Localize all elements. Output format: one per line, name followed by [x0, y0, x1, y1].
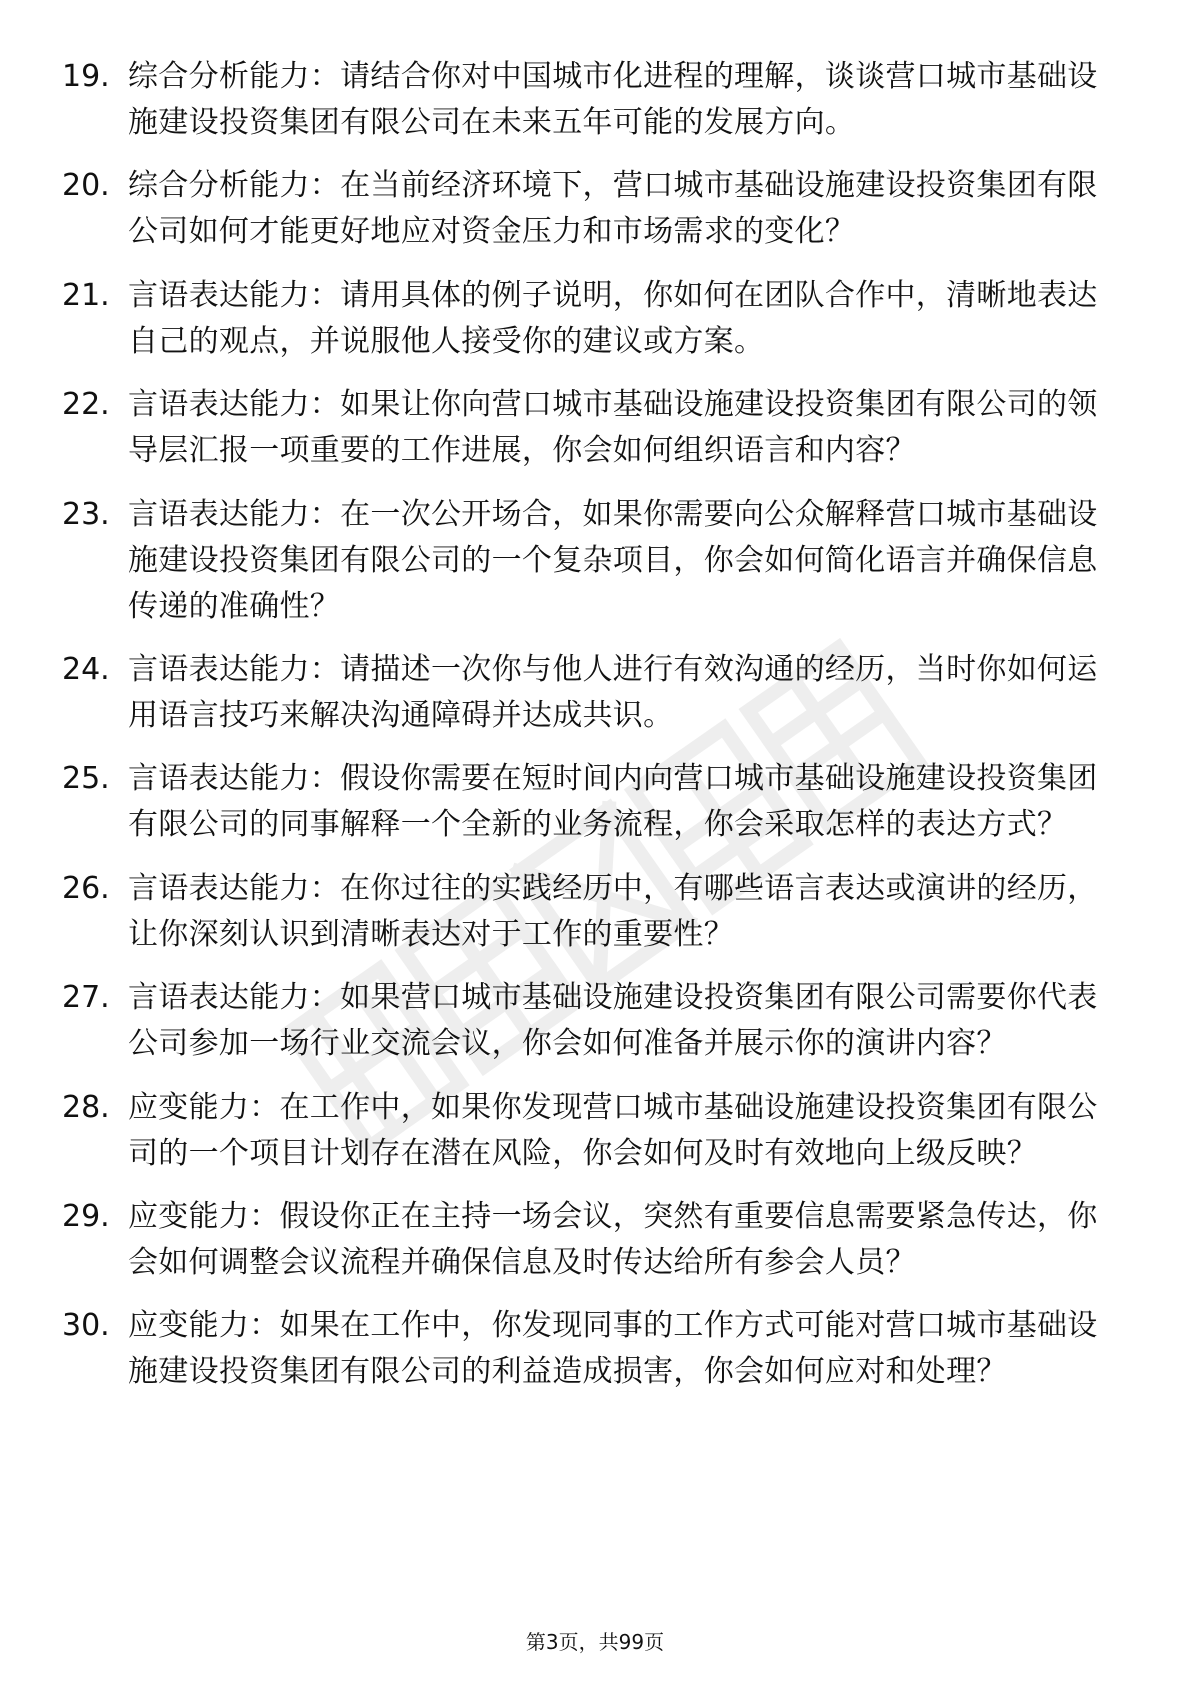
list-item	[62, 273, 1112, 365]
list-item	[62, 1085, 1112, 1177]
list-item	[62, 647, 1112, 739]
question-number: 26.	[62, 870, 110, 906]
question-number: 22.	[62, 387, 110, 423]
question-number: 21.	[62, 277, 110, 313]
question-text: 综合分析能力：请结合你对中国城市化进程的理解，谈谈营口城市基础设施建设投资集团有限公司在未来五年可能的发展方向。	[128, 59, 1098, 140]
list-item	[62, 1194, 1112, 1286]
list-item	[62, 866, 1112, 958]
list-item	[62, 492, 1112, 630]
question-text: 应变能力：在工作中，如果你发现营口城市基础设施建设投资集团有限公司的一个项目计划存在潜在风险，你会如何及时有效地向上级反映？	[128, 1089, 1098, 1171]
question-text: 言语表达能力：假设你需要在短时间内向营口城市基础设施建设投资集团有限公司的同事解释一个全新的业务流程，你会采取怎样的表达方式？	[128, 761, 1098, 843]
question-text: 综合分析能力：在当前经济环境下，营口城市基础设施建设投资集团有限公司如何才能更好地应对资金压力和市场需求的变化？	[128, 168, 1098, 250]
question-number: 24.	[62, 651, 110, 687]
question-text: 言语表达能力：在一次公开场合，如果你需要向公众解释营口城市基础设施建设投资集团有限公司的一个复杂项目，你会如何简化语言并确保信息传递的准确性？	[128, 496, 1098, 624]
list-item	[62, 382, 1112, 474]
question-text: 言语表达能力：在你过往的实践经历中，有哪些语言表达或演讲的经历，让你深刻认识到清晰表达对于工作的重要性？	[128, 870, 1098, 952]
question-number: 20.	[62, 168, 110, 204]
list-item	[62, 163, 1112, 255]
question-number: 27.	[62, 980, 110, 1016]
question-text: 言语表达能力：请用具体的例子说明，你如何在团队合作中，清晰地表达自己的观点，并说服他人接受你的建议或方案。	[128, 277, 1098, 359]
list-item	[62, 756, 1112, 848]
page-number-footer: 第3页，共99页	[525, 1630, 665, 1654]
question-text: 言语表达能力：如果营口城市基础设施建设投资集团有限公司需要你代表公司参加一场行业交流会议，你会如何准备并展示你的演讲内容？	[128, 980, 1098, 1062]
question-number: 30.	[62, 1308, 110, 1344]
question-list	[62, 54, 1112, 1395]
question-number: 29.	[62, 1198, 110, 1234]
question-list-container	[62, 54, 1112, 1413]
list-item	[62, 975, 1112, 1067]
list-item	[62, 54, 1112, 146]
question-text: 应变能力：假设你正在主持一场会议，突然有重要信息需要紧急传达，你会如何调整会议流程并确保信息及时传达给所有参会人员？	[128, 1198, 1098, 1280]
question-number: 19.	[62, 59, 110, 94]
question-text: 应变能力：如果在工作中，你发现同事的工作方式可能对营口城市基础设施建设投资集团有限公司的利益造成损害，你会如何应对和处理？	[128, 1308, 1098, 1390]
question-text: 言语表达能力：请描述一次你与他人进行有效沟通的经历，当时你如何运用语言技巧来解决沟通障碍并达成共识。	[128, 651, 1098, 733]
question-number: 28.	[62, 1089, 110, 1125]
question-number: 23.	[62, 496, 110, 532]
question-number: 25.	[62, 761, 110, 797]
list-item	[62, 1303, 1112, 1395]
question-text: 言语表达能力：如果让你向营口城市基础设施建设投资集团有限公司的领导层汇报一项重要的工作进展，你会如何组织语言和内容？	[128, 387, 1098, 469]
